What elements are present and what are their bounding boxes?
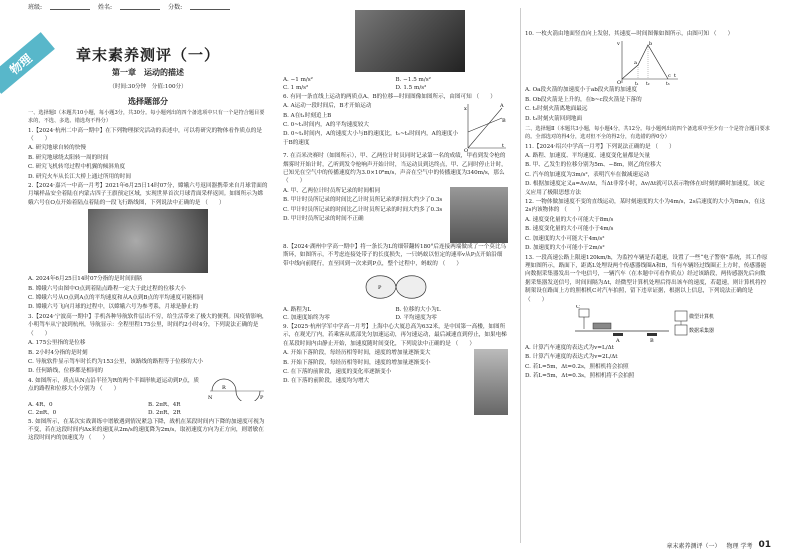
q4-option-b[interactable]: B. 2πR、4R — [148, 401, 181, 408]
q11-option-b[interactable]: B. 甲、乙发生的位移分别为5m、−8m，则乙的位移大 — [525, 162, 662, 169]
section-heading: 选择题部分 — [128, 97, 168, 106]
q8-options — [283, 306, 508, 323]
velocity-time-graph — [616, 39, 680, 85]
fig10-v: v — [616, 41, 620, 48]
q8-option-b[interactable]: B. 位移的大小为L — [395, 307, 441, 314]
q9-option-c[interactable]: C. 在下落的前阶段，速度的变化率逐渐变小 — [283, 368, 392, 375]
column-divider — [520, 8, 521, 543]
q4-option-c[interactable]: C. 2πR、0 — [28, 410, 57, 417]
question-10: 10. 一枚火箭由地面竖直向上发射，其速度—时间图像如图所示，由图可知 （ ） — [525, 31, 734, 37]
q10-option-b[interactable]: B. Ob段火箭是上升的，在b~c段火箭是下落的 — [525, 96, 642, 103]
fig13-a: A — [615, 337, 620, 343]
q7-option-a[interactable]: A. 甲、乙两位计时员所记录的时间相同 — [283, 187, 381, 194]
q3-option-d[interactable]: D. 任何路线，位移都是相同的 — [28, 368, 103, 375]
score-label: 分数: — [168, 4, 183, 11]
position-time-graph — [462, 102, 508, 152]
q10-option-d[interactable]: D. t₃时刻火箭回到地面 — [525, 115, 583, 122]
q5-options — [283, 76, 508, 93]
fig10-t1: t₁ — [634, 82, 639, 86]
fig10-t3: t₃ — [665, 82, 670, 86]
column-3 — [525, 0, 770, 556]
fig4-p: P — [260, 394, 264, 401]
q8-option-c[interactable]: C. 加速度始终为零 — [283, 315, 330, 322]
q3-option-b[interactable]: B. 2小时4分指的是时刻 — [28, 349, 88, 356]
sprinter-photo — [450, 187, 508, 243]
q9-option-a[interactable]: A. 开始下落阶段，每经历相等时间，速度的增加量逐渐变大 — [283, 350, 431, 357]
question-1: 1.【2024·杭州二中高一期中】在下列物理探究活动的表述中，可以将研究的物体看作质点的是 （ ） — [28, 127, 262, 142]
fig6-o: O — [464, 148, 469, 153]
q7-option-b[interactable]: B. 甲计时员所记录的时间比乙计时员所记录的时间大约少了0.3s — [283, 197, 443, 204]
fig10-c: c — [667, 73, 671, 80]
q4-block — [28, 377, 268, 401]
fig4-n: N — [208, 394, 213, 401]
page-title: 章末素养测评（一） — [75, 46, 220, 64]
fig10-b: b — [648, 41, 652, 48]
q8-option-d[interactable]: D. 平均速度为零 — [395, 315, 437, 322]
question-11: 11.【2024·绍兴中学高一月考】下列说法正确的是 （ ） — [525, 143, 675, 150]
q5-option-c[interactable]: C. 1 m/s² — [283, 85, 309, 92]
page-number: 01 — [758, 540, 771, 550]
fig13-label1: 微型计算机 — [688, 313, 714, 320]
question-2: 2.【2024·嘉兴一中高一月考】2021年6月25日14时07分，嫦娥六号返回器携带来自月球背面的月壤样品安全着陆在内蒙古四子王旗预定区域，实现世界首次月球背面采样返回。如图所示为嫦娥六号在O点开始着陆点着陆的一段飞行路线图，下列说法中正确的是 （ ） — [28, 183, 268, 206]
q4-option-d[interactable]: D. 2πR、2R — [148, 410, 181, 417]
q6-option-d[interactable]: D. 0~t₁时间内，A的速度大小与B的速度比，t₁~t₂时间内，A的速度小于B的速度 — [283, 131, 459, 146]
exam-info: （时间:30分钟 分值:100分） — [109, 84, 187, 90]
q11-option-d[interactable]: D. 根据加速度定义a=Δv/Δt，当Δt非常小时，Δv/Δt就可以表示物体在t时刻的瞬时加速度，该定义应用了极限思想方法 — [525, 181, 765, 196]
q7-option-d[interactable]: D. 甲计时员所记录的时间不正确 — [283, 216, 364, 223]
fig6-a: A — [500, 103, 504, 110]
q11-option-c[interactable]: C. 汽车的加速度为3m/s²，表明汽车在做减速运动 — [525, 171, 650, 178]
q12-option-b[interactable]: B. 速度变化量的大小可能小于4m/s — [525, 226, 614, 233]
fig13-c: C — [575, 304, 580, 310]
subject-badge-text: 物理 — [7, 51, 35, 78]
q9-option-d[interactable]: D. 在下落的前阶段，速度均匀增大 — [283, 378, 370, 385]
q8-option-a[interactable]: A. 路程为L — [283, 307, 312, 314]
q12-option-d[interactable]: D. 加速度的大小可能小于2m/s² — [525, 245, 605, 252]
q13-option-a[interactable]: A. 计算汽车速度的表达式为v=L/Δt — [525, 344, 614, 351]
q10-option-a[interactable]: A. Oa段火箭的加速度小于ab段火箭的加速度 — [525, 87, 637, 94]
question-4: 4. 如图所示，质点从N点沿半径为R的两个半圆形轨道运动到P点，质点的路程和位移大小分别为 （ ） — [28, 377, 200, 393]
q9-block — [283, 349, 508, 415]
speed-camera-figure — [573, 305, 723, 343]
fig6-b: B — [502, 118, 506, 125]
q2-option-a[interactable]: A. 2024年6月25日14时07分指的是时间间隔 — [28, 276, 142, 283]
fig8-p: P — [377, 285, 381, 292]
q13-option-b[interactable]: B. 计算汽车速度的表达式为v=2L/Δt — [525, 354, 618, 361]
q6-option-b[interactable]: B. A在t₁时刻追上B — [283, 112, 332, 119]
question-8: 8.【2024·湖州中学高一期中】将一条长为L的细带翻转180°后连接两端做成了一个莫比乌斯环，如图所示，不考虑连接处带子的长度损失，一只蚂蚁以恒定的速率v从P点开始沿细带中线向前爬行，直至回到一次来到P点，整个过程中，蚂蚁的 （ ） — [283, 243, 507, 267]
class-label: 班级: — [28, 4, 43, 11]
fig10-t: t — [673, 73, 676, 80]
question-7: 7. 在百米决赛时（如图所示），甲、乙两位计时员同时记录第一名的成绩，甲看到发令枪的烟雾时开始计时，乙听到发令枪响声开始计时，当运动员到达终点，甲、乙同时停止计时，已知光在空气中的传播速度约为3.0×10⁸m/s，声音在空气中的传播速度为340m/s，那么 （ ） — [283, 153, 507, 185]
q9-option-b[interactable]: B. 开始下落阶段，每经历相等时间，速度的增加量逐渐变小 — [283, 359, 431, 366]
semicircle-path-figure — [208, 377, 268, 401]
q7-option-c[interactable]: C. 甲计时员所记录的时间比乙计时员所记录的时间大约多了0.3s — [283, 206, 443, 213]
q1-option-d[interactable]: D. 研究火车从长江大桥上通过所用的时间 — [28, 173, 131, 180]
q1-option-b[interactable]: B. 研究地球绕太阳转一周的时间 — [28, 154, 109, 161]
fig6-x: x — [464, 106, 467, 113]
fig4-r: R — [222, 384, 226, 391]
q10-option-c[interactable]: C. t₂时刻火箭离地面最远 — [525, 106, 588, 113]
q6-option-a[interactable]: A. A运动一段时间后，B才开始运动 — [283, 103, 372, 110]
footer-text: 章末素养测评（一） — [666, 542, 721, 550]
part2-instructions: 二、选择题Ⅱ（本题共3小题，每小题4分，共12分。每小题列出的四个备选项中至少有一个是符合题目要求的。全部选对的得4分，选对但不全的得2分，有选错的得0分） — [525, 126, 770, 140]
q2-option-b[interactable]: B. 嫦娥六号由图中O点到着陆点路程一定大于此过程的位移大小 — [28, 285, 186, 292]
fig6-t: t — [502, 143, 505, 150]
question-5: 5. 如图所示，在某次实战训练中谱敏遇到情况紧急下降，战机在某段时间内下降的加速度可视为不变，若在这段时间内Δx米的速度从2m/s的速度降为2m/s，取初速度方向为正方向，则谱敏在这段时间内的加速度为 （ ） — [28, 418, 265, 442]
q12-option-a[interactable]: A. 速度变化量的大小可能大于8m/s — [525, 216, 614, 223]
column-2 — [283, 0, 508, 556]
question-9: 9.【2025·杭州学军中学高一月考】上海中心大厦总高为632米，是中国第一高楼，如图所示，在观光厅内，若乘客从底部先匀加速运动，再匀速运动，最后减速直到停止，如果电梯在某段时间内由静止开始，加速度随时间变化，下列说法中正确的是 （ ） — [283, 323, 507, 347]
fig10-o: O — [616, 80, 621, 86]
shanghai-tower-photo — [474, 349, 508, 415]
q5-option-b[interactable]: B. −1.5 m/s² — [395, 77, 431, 83]
q4-options — [28, 401, 268, 418]
question-3: 3.【2024·宁波高一期中】手机各种导航软件层出不穷，给生活带来了极大的便利。因疫情影响，小明驾车从宁波到杭州，导航显示：全程里程175公里，时间约2小时4分，下列说法正确的是 （ ） — [28, 313, 268, 337]
question-12: 12. 一物体做加速度不变的直线运动，某时刻速度的大小为4m/s，2s后速度的大小为8m/s，在这2s内该物体的 （ ） — [525, 199, 766, 214]
fighter-jet-photo — [355, 10, 465, 72]
mobius-strip-figure — [356, 270, 436, 304]
q5-option-a[interactable]: A. −1 m/s² — [283, 77, 313, 83]
question-13: 13. 一段高速公路上限速120km/h，为监控车辆是否超速，设置了一些“电子警察”系统，其工作原理如图所示，路面下，距离L处埋设两个传感器线圈A和B，当有车辆经过线圈正上方时，传感器能向数据采集器发出一个电信号，一辆汽车（在本题中可看作质点）经过该路段，两传感器先后向数据采集器发送信号，时间间隔为Δt，经微型计算机处理后得出该车的速度，若超速，则计算机将控制架设在路面上方的照相机C对汽车拍照，留下违章证据，根据以上信息，下列说法正确的是 （ ） — [525, 254, 768, 303]
q4-option-a[interactable]: A. 4R、0 — [28, 401, 53, 408]
q2-option-c[interactable]: C. 嫦娥六号从O点到A点的平均速度和从A点到B点的平均速度可能相同 — [28, 295, 204, 302]
q13-option-d[interactable]: D. 若L=5m，Δt=0.3s，照相机将不会拍照 — [525, 373, 635, 380]
footer-subject: 物理 学考 — [726, 542, 753, 550]
q13-option-c[interactable]: C. 若L=5m，Δt=0.2s，照相机将会拍照 — [525, 363, 629, 370]
q11-option-a[interactable]: A. 路程、加速度、平均速度、速度变化量都是矢量 — [525, 153, 651, 160]
q7-block — [283, 187, 508, 243]
question-6: 6. 有同一条直线上运动的两质点A、B的位移—时间图像如图所示，由图可知 （ ） — [283, 93, 496, 100]
q6-block — [283, 102, 508, 152]
fig13-b: B — [649, 337, 654, 343]
fig10-t2: t₂ — [645, 82, 650, 86]
name-label: 姓名: — [98, 4, 113, 11]
part1-instructions: 一、选择题Ⅰ（本题共10小题，每小题3分，共30分。每小题列出的四个备选项中只有一个是符合题目要求的，不选、多选、错选均不得分） — [28, 110, 265, 124]
q6-option-c[interactable]: C. 0~t₁时间内，A的平均速度较大 — [283, 122, 369, 129]
q2-option-d[interactable]: D. 嫦娥六号飞向月球的过程中，以嫦娥六号为参考系，月球是静止的 — [28, 304, 199, 311]
page-footer — [667, 540, 771, 550]
fig13-label2: 数据采集器 — [688, 327, 714, 334]
moon-landing-photo — [88, 209, 208, 273]
q3-option-c[interactable]: C. 导航软件显示驾车时长约为153公里，该路线的路程等于位移的大小 — [28, 358, 203, 365]
q3-option-a[interactable]: A. 175公里指的是位移 — [28, 340, 86, 347]
fig10-a: a — [633, 60, 637, 67]
q12-option-c[interactable]: C. 加速度的大小可能大于4m/s² — [525, 235, 605, 242]
chapter-subtitle: 第一章 运动的描述 — [112, 68, 184, 77]
q1-option-a[interactable]: A. 研究地球自转的快慢 — [28, 145, 86, 152]
q1-option-c[interactable]: C. 研究飞机转弯过程中机翼的倾斜角度 — [28, 164, 126, 171]
q5-option-d[interactable]: D. 1.5 m/s² — [395, 85, 427, 92]
column-1 — [28, 0, 268, 556]
